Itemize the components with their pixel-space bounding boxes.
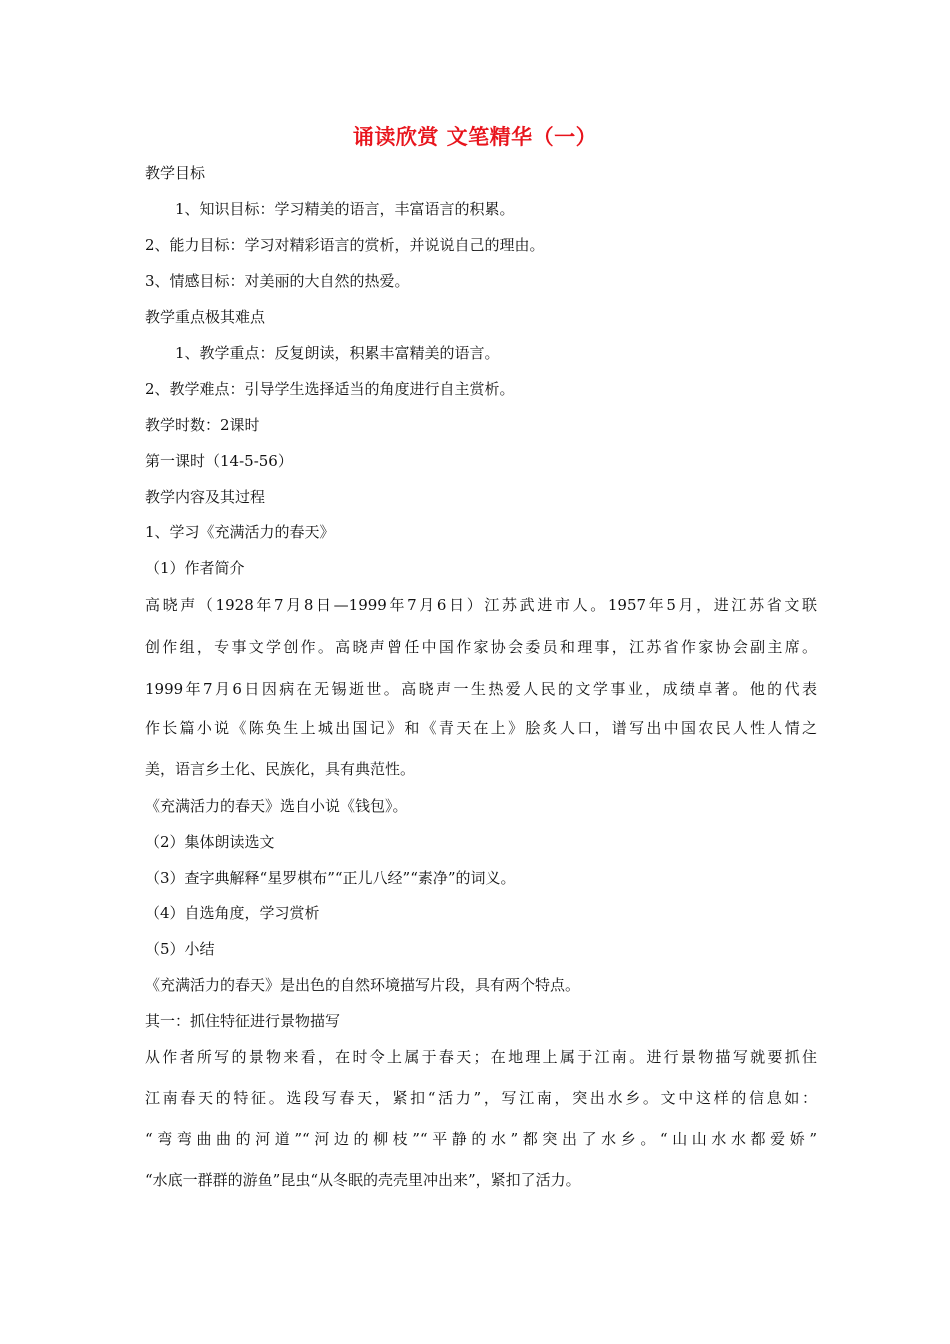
paragraph-line: 《充满活力的春天》选自小说《钱包》。 bbox=[145, 797, 408, 815]
paragraph-line: （3）查字典解释“星罗棋布”“正儿八经”“素净”的词义。 bbox=[145, 869, 516, 887]
paragraph-line: （5）小结 bbox=[145, 940, 215, 958]
paragraph-line: 3、情感目标：对美丽的大自然的热爱。 bbox=[145, 272, 410, 290]
paragraph-line: “弯弯曲曲的河道”“河边的柳枝”“平静的水”都突出了水乡。“山山水水都爱娇” bbox=[145, 1130, 817, 1148]
paragraph-line: （1）作者简介 bbox=[145, 559, 245, 577]
paragraph-line: 1999年7月6日因病在无锡逝世。高晓声一生热爱人民的文学事业，成绩卓著。他的代表 bbox=[145, 680, 817, 698]
paragraph-line: 2、能力目标：学习对精彩语言的赏析，并说说自己的理由。 bbox=[145, 236, 545, 254]
paragraph-line: 创作组，专事文学创作。高晓声曾任中国作家协会委员和理事，江苏省作家协会副主席。 bbox=[145, 638, 817, 656]
paragraph-line: 江南春天的特征。选段写春天，紧扣“活力”，写江南，突出水乡。文中这样的信息如： bbox=[145, 1089, 817, 1107]
paragraph-line: 1、教学重点：反复朗读，积累丰富精美的语言。 bbox=[175, 344, 500, 362]
paragraph-line: 1、知识目标：学习精美的语言，丰富语言的积累。 bbox=[175, 200, 515, 218]
paragraph-line: 从作者所写的景物来看，在时令上属于春天；在地理上属于江南。进行景物描写就要抓住 bbox=[145, 1048, 817, 1066]
paragraph-line: 2、教学难点：引导学生选择适当的角度进行自主赏析。 bbox=[145, 380, 515, 398]
paragraph-line: 1、学习《充满活力的春天》 bbox=[145, 523, 335, 541]
paragraph-line: 第一课时（14-5-56） bbox=[145, 452, 293, 470]
document-title: 诵读欣赏 文笔精华（一） bbox=[352, 125, 598, 149]
paragraph-line: 其一：抓住特征进行景物描写 bbox=[145, 1012, 341, 1030]
paragraph-line: 高晓声（1928年7月8日—1999年7月6日）江苏武进市人。1957年5月，进江苏省文联 bbox=[145, 596, 817, 614]
paragraph-line: 《充满活力的春天》是出色的自然环境描写片段，具有两个特点。 bbox=[145, 976, 581, 994]
paragraph-line: 教学时数：2课时 bbox=[145, 416, 260, 434]
paragraph-line: “水底一群群的游鱼”昆虫“从冬眠的壳壳里冲出来”，紧扣了活力。 bbox=[145, 1171, 581, 1189]
paragraph-line: （2）集体朗读选文 bbox=[145, 833, 275, 851]
section-heading-objectives: 教学目标 bbox=[145, 164, 206, 182]
section-heading-key-points: 教学重点极其难点 bbox=[145, 308, 266, 326]
paragraph-line: 美，语言乡土化、民族化，具有典范性。 bbox=[145, 760, 416, 778]
section-heading-process: 教学内容及其过程 bbox=[145, 488, 266, 506]
paragraph-line: （4）自选角度，学习赏析 bbox=[145, 904, 320, 922]
paragraph-line: 作长篇小说《陈奂生上城出国记》和《青天在上》脍炙人口，谱写出中国农民人性人情之 bbox=[145, 719, 817, 737]
